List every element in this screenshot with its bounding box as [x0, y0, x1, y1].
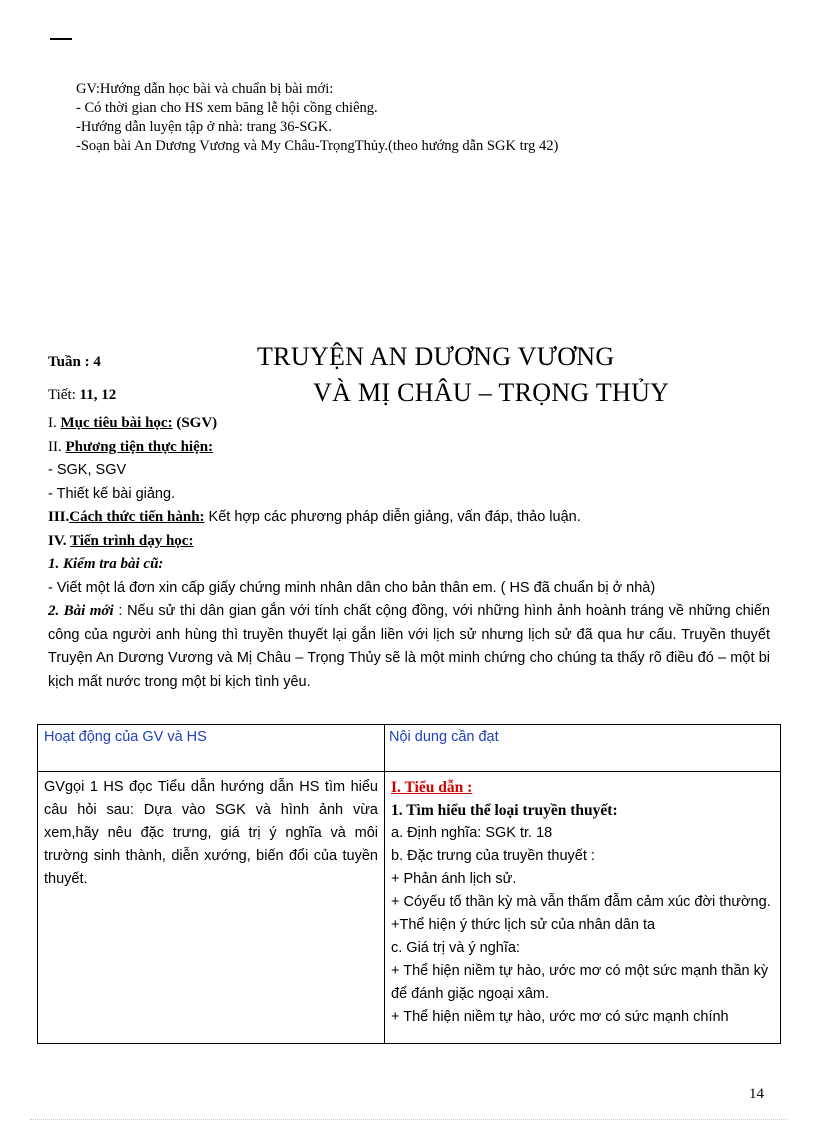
content-subheading: 1. Tìm hiểu thể loại truyền thuyết:	[391, 802, 618, 819]
section-procedure: IV. Tiến trình dạy học:	[48, 532, 194, 549]
intro-notes	[76, 80, 558, 156]
week-label: Tuần : 4	[48, 354, 101, 370]
section-objectives: I. Mục tiêu bài học: (SGV)	[48, 415, 218, 431]
content-line: + Cóyếu tố thần kỳ mà vẫn thấm đẫm cảm xúc đời thường.	[391, 894, 771, 910]
week-value: 4	[93, 354, 101, 370]
materials-item: - SGK, SGV	[48, 462, 127, 478]
subsection-review-title: 1. Kiểm tra bài cũ:	[48, 556, 164, 572]
subsection-new-lesson: 2. Bài mới : Nếu sử thi dân gian gắn với tính chất cộng đồng, với những hình ảnh hoành tráng về những chiến công của người anh hùng thì truyền thuyết lại gắn liền với lịch sử nhưng lịch sử đã qua hư cấu. Truyền thuyết Truyện An Dương Vương và Mị Châu – Trọng Thủy sẽ là một minh chứng cho chúng ta thấy rõ điều đó – một bi kịch mất nước trong một bi kịch tình yêu.	[48, 603, 770, 690]
lesson-plan-table	[37, 724, 781, 1044]
lesson-title-line1: TRUYỆN AN DƯƠNG VƯƠNG	[257, 342, 615, 371]
intro-line: -Hướng dẫn luyện tập ở nhà: trang 36-SGK.	[76, 119, 332, 135]
period-value: 11, 12	[79, 387, 117, 403]
lesson-body	[48, 412, 770, 694]
content-line: c. Giá trị và ý nghĩa:	[391, 940, 520, 956]
table-header-row	[38, 725, 781, 772]
content-line: b. Đặc trưng của truyền thuyết :	[391, 848, 595, 864]
content-line: + Phản ánh lịch sử.	[391, 871, 517, 887]
content-line: + Thể hiện niềm tự hào, ước mơ có sức mạnh chính	[391, 1009, 729, 1025]
table-row	[38, 772, 781, 1044]
header-dash	[50, 38, 72, 40]
section-methods: III.Cách thức tiến hành: Kết hợp các phương pháp diễn giảng, vấn đáp, thảo luận.	[48, 509, 581, 525]
page-number: 14	[749, 1086, 764, 1102]
intro-line: -Soạn bài An Dương Vương và My Châu-TrọngThủy.(theo hướng dẫn SGK trg 42)	[76, 138, 559, 154]
intro-line: GV:Hướng dẫn học bài và chuẩn bị bài mới:	[76, 81, 334, 97]
content-heading: I. Tiểu dẫn :	[391, 779, 473, 796]
content-line: + Thể hiện niềm tự hào, ước mơ có một sức mạnh thần kỳ để đánh giặc ngoại xâm.	[391, 963, 769, 1002]
content-cell	[391, 776, 774, 1039]
lesson-title-line2: VÀ MỊ CHÂU – TRỌNG THỦY	[313, 378, 670, 407]
page-bottom-divider	[30, 1119, 786, 1120]
col-header-content: Nội dung cần đạt	[385, 725, 781, 772]
col-header-activities: Hoạt động của GV và HS	[38, 725, 385, 772]
content-line: a. Định nghĩa: SGK tr. 18	[391, 825, 553, 841]
intro-line: - Có thời gian cho HS xem băng lễ hội cồng chiêng.	[76, 100, 378, 116]
subsection-review-text: - Viết một lá đơn xin cấp giấy chứng minh nhân dân cho bản thân em. ( HS đã chuẩn bị ở nhà)	[48, 579, 656, 596]
section-materials: II. Phương tiện thực hiện:	[48, 438, 214, 455]
content-line: +Thể hiện ý thức lịch sử của nhân dân ta	[391, 917, 656, 933]
period-label: Tiết: 11, 12	[48, 387, 117, 403]
activities-cell-text: GVgọi 1 HS đọc Tiểu dẫn hướng dẫn HS tìm hiểu câu hỏi sau: Dựa vào SGK và hình ảnh vừa xem,hãy nêu đặc trưng, giá trị ý nghĩa và môi trường sinh thành, diễn xướng, biến đổi của tuyền thuyết.	[44, 779, 378, 887]
materials-item: - Thiết kế bài giảng.	[48, 485, 176, 502]
